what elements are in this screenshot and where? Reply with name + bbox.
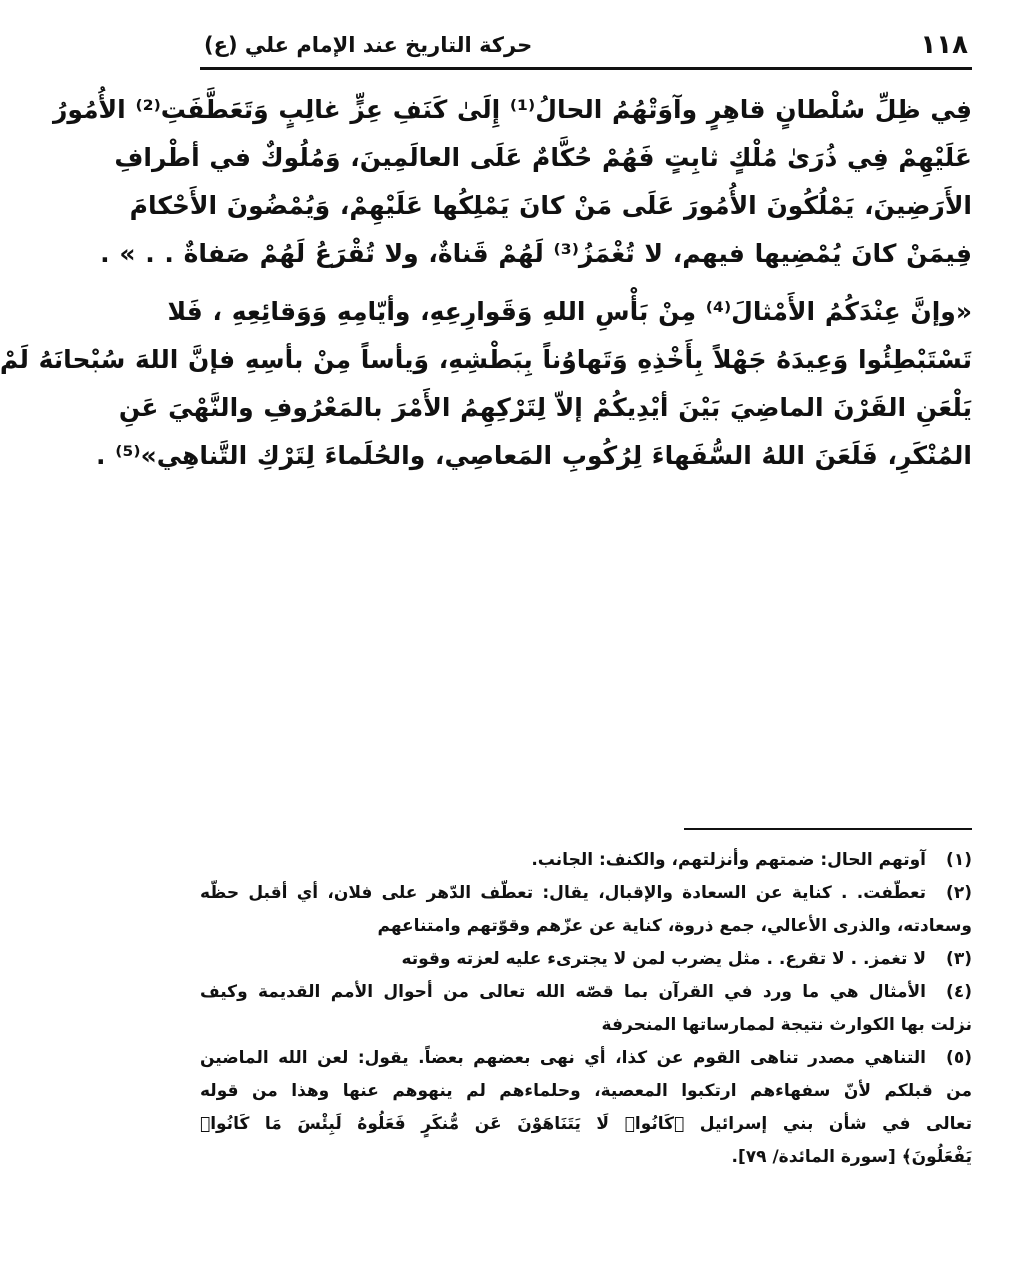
text-line: «وإنَّ عِنْدَكُمُ الأَمْثالَ⁽⁴⁾ مِنْ بَأْسِ اللهِ وَقَوارِعِهِ، وأيّامِهِ وَوَقائِعِهِ ، فَلا: [167, 297, 972, 326]
text-line: فِي ظِلِّ سُلْطانٍ قاهِرٍ وآوَتْهُمُ الحالُ⁽¹⁾ إِلَىٰ كَنَفِ عِزٍّ غالِبٍ وَتَعَطَّفَتِ⁽²⁾ الأُمُورُ: [53, 95, 972, 124]
footnote-separator: [684, 828, 972, 830]
footnote-text: [200, 976, 972, 1042]
footnote-number: (١): [946, 850, 972, 870]
footnote-line: الأمثال هي ما ورد في القرآن بما قصّه الله تعالى من أحوال الأمم القديمة وكيف: [200, 982, 926, 1002]
text-line: عَلَيْهِمْ فِي ذُرَىٰ مُلْكٍ ثابِتٍ فَهُمْ حُكَّامٌ عَلَى العالَمِينَ، وَمُلُوكٌ في أطْرافِ: [114, 143, 972, 172]
footnote-line: نزلت بها الكوارث نتيجة لممارساتها المنحرفة: [601, 1015, 972, 1035]
running-title: حركة التاريخ عند الإمام علي (ع): [204, 32, 533, 57]
footnote-line: لا تغمز. . لا تقرع. . مثل يضرب لمن لا يجترىء عليه لعزته وقوته: [401, 949, 926, 969]
footnote-line: آوتهم الحال: ضمتهم وأنزلتهم، والكنف: الجانب.: [531, 850, 926, 870]
footnote: [200, 844, 972, 877]
text-line: تَسْتَبْطِئُوا وَعِيدَهُ جَهْلاً بِأَخْذِهِ وَتَهاوُناً بِبَطْشِهِ، وَيأساً مِنْ بأسِهِ فإنَّ اللهَ سُبْحانَهُ لَمْ: [0, 345, 972, 374]
footnote-number: (٣): [946, 949, 972, 969]
running-head: [200, 28, 972, 70]
footnote-number: (٥): [946, 1048, 972, 1068]
footnote-number: (٤): [946, 982, 972, 1002]
page-number: ١١٨: [920, 29, 968, 60]
footnotes: [200, 828, 972, 1174]
footnote-text: [200, 844, 926, 877]
footnote-text: [200, 1042, 972, 1174]
footnote: [200, 1042, 972, 1174]
book-page: [0, 28, 972, 1258]
text-line: يَلْعَنِ القَرْنَ الماضِيَ بَيْنَ أيْدِيكُمْ إلاّ لِتَرْكِهِمُ الأَمْرَ بالمَعْرُوفِ والنَّهْيَ عَنِ: [118, 393, 972, 422]
footnote-line: من قبلكم لأنّ سفهاءهم ارتكبوا المعصية، وحلماءهم لم ينهوهم عنها وهذا من قوله: [200, 1081, 972, 1101]
footnote: [200, 943, 972, 976]
footnote: [200, 976, 972, 1042]
footnote-line: تعالى في شأن بني إسرائيل ﴿كَانُوا۟ لَا يَتَنَاهَوْنَ عَن مُّنكَرٍ فَعَلُوهُ لَبِئْسَ مَا كَانُوا۟: [200, 1114, 972, 1134]
footnote-line: يَفْعَلُونَ﴾ [سورة المائدة/ ٧٩].: [731, 1147, 972, 1167]
footnote-number: (٢): [946, 883, 972, 903]
paragraph: [0, 288, 972, 480]
footnote-text: [200, 943, 926, 976]
text-line: الأَرَضِينَ، يَمْلُكُونَ الأُمُورَ عَلَى مَنْ كانَ يَمْلِكُها عَلَيْهِمْ، وَيُمْضُونَ الأَحْكامَ: [129, 191, 972, 220]
main-text: [0, 86, 972, 480]
text-line: فِيمَنْ كانَ يُمْضِيها فيهم، لا تُغْمَزُ⁽³⁾ لَهُمْ قَناةٌ، ولا تُقْرَعُ لَهُمْ صَفاةٌ . . » .: [100, 239, 972, 268]
footnote: [200, 877, 972, 943]
footnote-line: تعطّفت. . كناية عن السعادة والإقبال، يقال: تعطّف الدّهر على فلان، أي أقبل حظّه: [200, 883, 926, 903]
footnote-line: التناهي مصدر تناهى القوم عن كذا، أي نهى بعضهم بعضاً. يقول: لعن الله الماضين: [200, 1048, 926, 1068]
text-line: المُنْكَرِ، فَلَعَنَ اللهُ السُّفَهاءَ لِرُكُوبِ المَعاصِي، والحُلَماءَ لِتَرْكِ التَّناهِي»⁽⁵⁾ .: [96, 441, 972, 470]
footnote-line: وسعادته، والذرى الأعالي، جمع ذروة، كناية عن عزّهم وقوّتهم وامتناعهم: [377, 916, 972, 936]
footnote-text: [200, 877, 972, 943]
paragraph: [53, 86, 972, 278]
